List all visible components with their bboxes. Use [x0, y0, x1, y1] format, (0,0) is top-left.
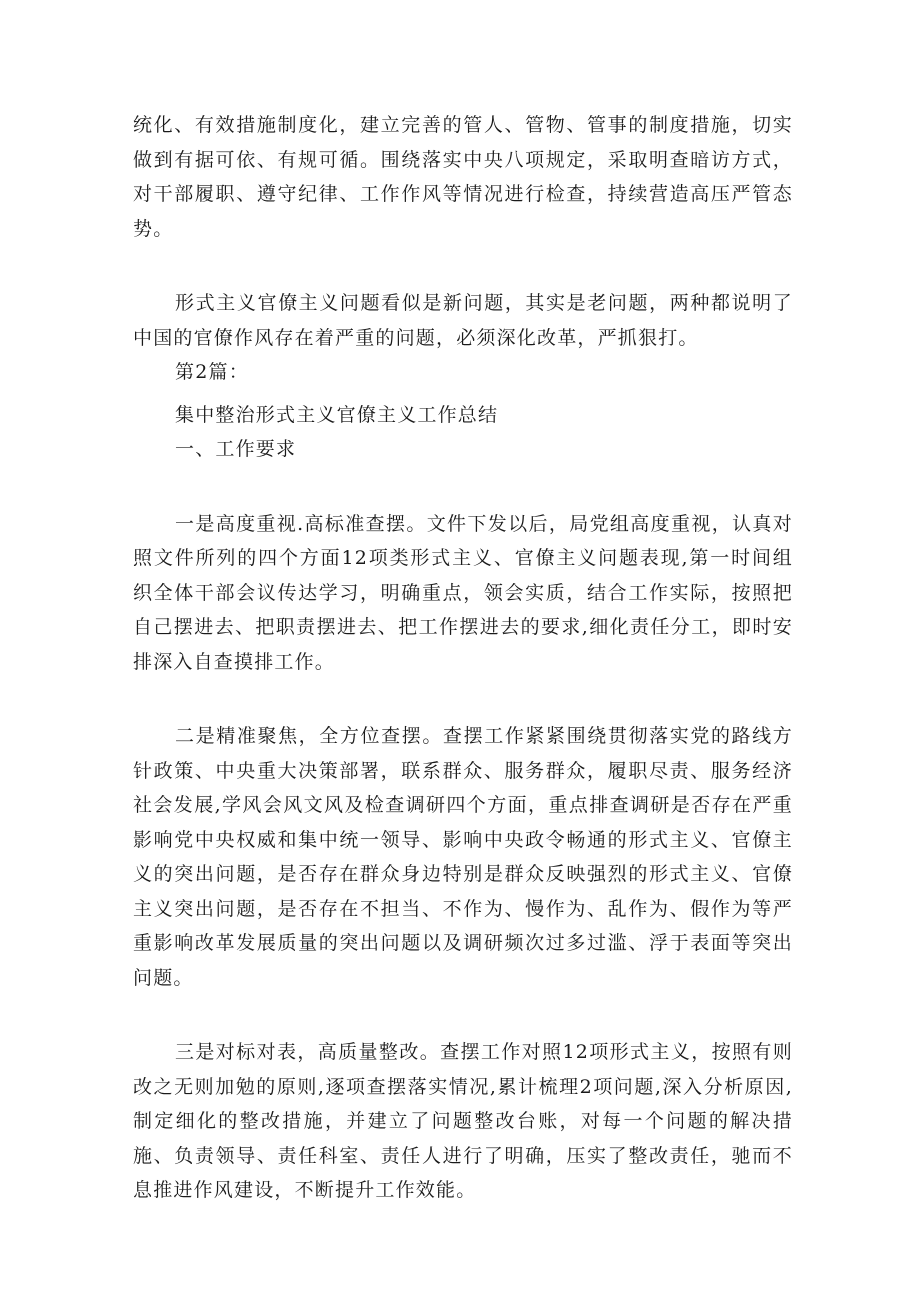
section-title: 集中整治形式主义官僚主义工作总结 — [175, 403, 499, 426]
document-page — [133, 108, 793, 1208]
paragraph-first-point: 一是高度重视.高标准查摆。文件下发以后，局党组高度重视，认真对照文件所列的四个方面12项类形式主义、官僚主义问题表现,第一时间组织全体干部会议传达学习，明确重点，领会实质，结合工作实际，按照把自己摆进去、把职责摆进去、把工作摆进去的要求,细化责任分工，即时安排深入自查摸排工作。 — [133, 512, 793, 673]
paragraph-third-point: 三是对标对表，高质量整改。查摆工作对照12项形式主义，按照有则改之无则加勉的原则,逐项查摆落实情况,累计梳理2项问题,深入分析原因,制定细化的整改措施，并建立了问题整改台账，对每一个问题的解决措施、负责领导、责任科室、责任人进行了明确，压实了整改责任，驰而不息推进作风建设，不断提升工作效能。 — [133, 1041, 793, 1201]
heading-work-requirements: 一、工作要求 — [175, 438, 297, 460]
paragraph-second-point: 二是精准聚焦，全方位查摆。查摆工作紧紧围绕贯彻落实党的路线方针政策、中央重大决策部署，联系群众、服务群众，履职尽责、服务经济社会发展,学风会风文风及检查调研四个方面，重点排查调研是否存在严重影响党中央权威和集中统一领导、影响中央政令畅通的形式主义、官僚主义的突出问题，是否存在群众身边特别是群众反映强烈的形式主义、官僚主义突出问题，是否存在不担当、不作为、慢作为、乱作为、假作为等严重影响改革发展质量的突出问题以及调研频次过多过滥、浮于表面等突出问题。 — [133, 725, 793, 989]
paragraph-continuation: 统化、有效措施制度化，建立完善的管人、管物、管事的制度措施，切实做到有据可依、有规可循。围绕落实中央八项规定，采取明查暗访方式，对干部履职、遵守纪律、工作作风等情况进行检查，持续营造高压严管态势。 — [133, 114, 793, 240]
paragraph-summary: 形式主义官僚主义问题看似是新问题，其实是老问题，两种都说明了中国的官僚作风存在着严重的问题，必须深化改革，严抓狠打。 — [133, 292, 793, 349]
section-label: 第2篇： — [175, 361, 249, 383]
